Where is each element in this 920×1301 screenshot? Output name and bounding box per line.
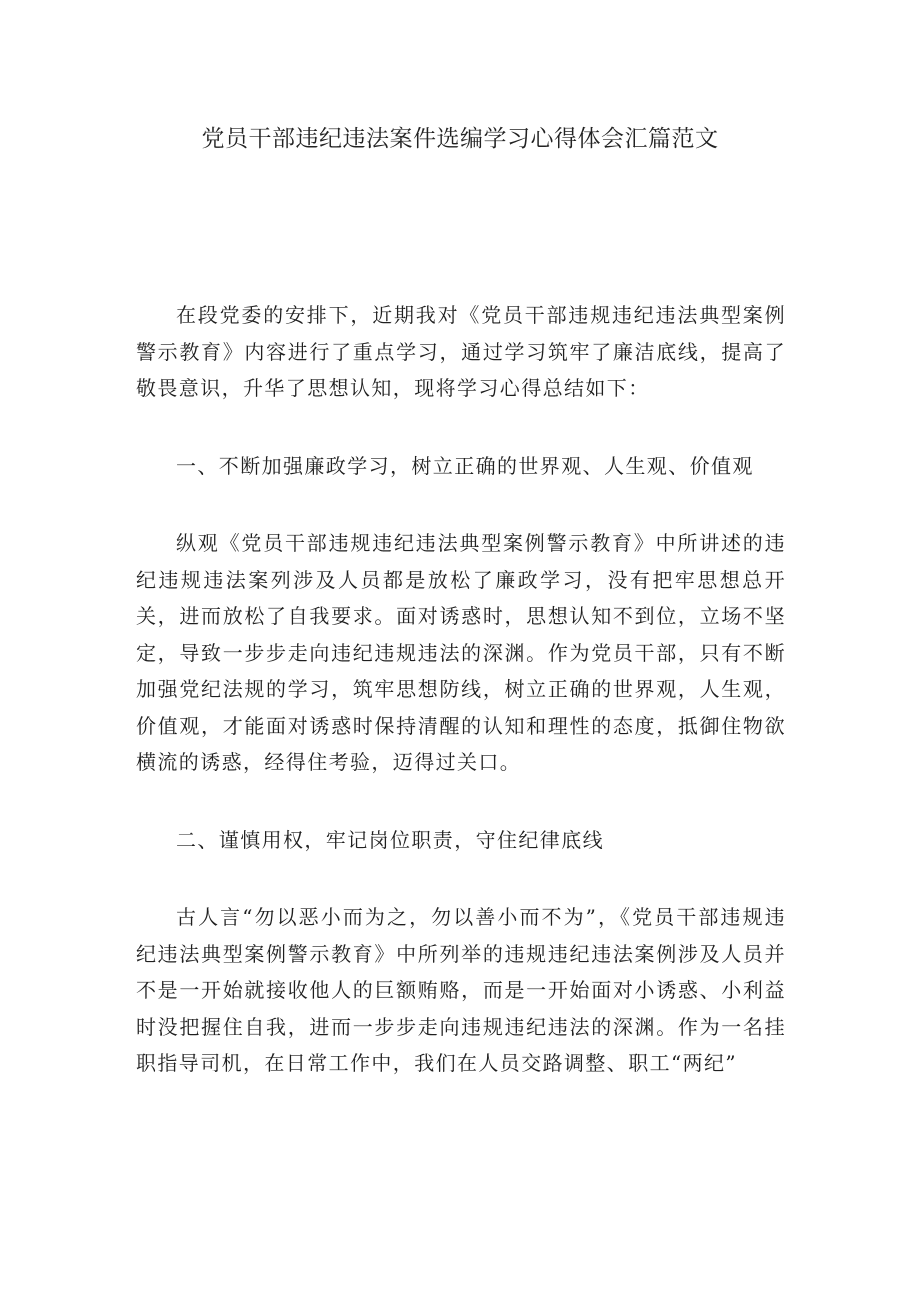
intro-paragraph: 在段党委的安排下，近期我对《党员干部违规违纪违法典型案例警示教育》内容进行了重点学习，通过学习筑牢了廉洁底线，提高了敬畏意识，升华了思想认知，现将学习心得总结如下： bbox=[136, 303, 786, 400]
document-body bbox=[136, 297, 786, 1082]
spacer bbox=[136, 858, 786, 899]
spacer bbox=[136, 407, 786, 448]
section-heading-1: 一、不断加强廉政学习，树立正确的世界观、人生观、价值观 bbox=[176, 453, 754, 478]
section-paragraph-2: 古人言“勿以恶小而为之，勿以善小而不为”，《党员干部违规违纪违法典型案例警示教育》中所列举的违规违纪违法案例涉及人员并不是一开始就接收他人的巨额贿赂，而是一开始面对小诱惑、小利益时没把握住自我，进而一步步走向违规违纪违法的深渊。作为一名挂职指导司机，在日常工作中，我们在人员交路调整、职工“两纪” bbox=[136, 905, 786, 1075]
section-heading-2: 二、谨慎用权，牢记岗位职责，守住纪律底线 bbox=[176, 827, 604, 852]
spacer bbox=[136, 781, 786, 822]
section-paragraph-1: 纵观《党员干部违规违纪违法典型案例警示教育》中所讲述的违纪违规违法案列涉及人员都是放松了廉政学习，没有把牢思想总开关，进而放松了自我要求。面对诱惑时，思想认知不到位，立场不坚定，导致一步步走向违纪违规违法的深渊。作为党员干部，只有不断加强党纪法规的学习，筑牢思想防线，树立正确的世界观，人生观，价值观，才能面对诱惑时保持清醒的认知和理性的态度，抵御住物欲横流的诱惑，经得住考验，迈得过关口。 bbox=[136, 531, 786, 774]
document-title: 党员干部违纪违法案件选编学习心得体会汇篇范文 bbox=[201, 126, 719, 152]
spacer bbox=[136, 484, 786, 525]
